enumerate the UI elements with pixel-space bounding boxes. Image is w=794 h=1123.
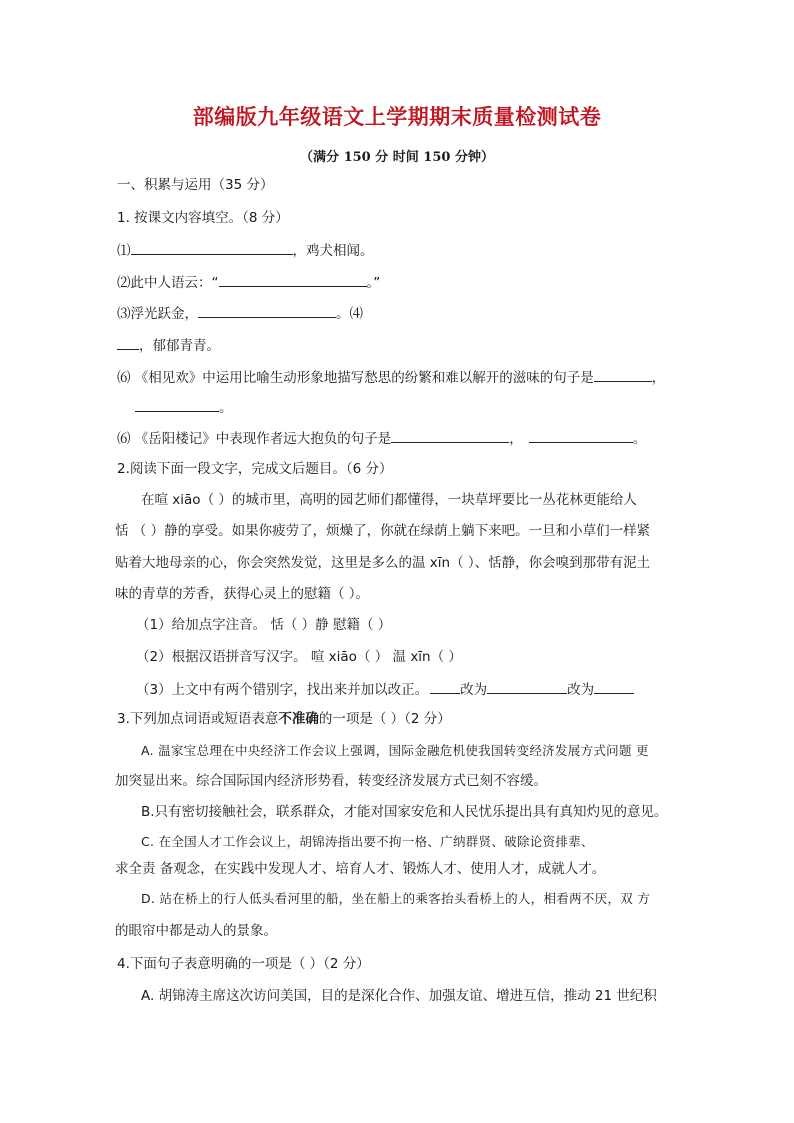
answer-blank[interactable] <box>219 272 367 287</box>
q1-item-4 <box>117 335 220 355</box>
q3-stem-emphasis: 不准确 <box>278 711 319 727</box>
q1-item-2-tail: 。” <box>366 275 381 291</box>
answer-blank[interactable] <box>529 428 633 443</box>
q1-item-3-head: ⑶浮光跃金， <box>117 306 198 322</box>
q1-item-5-cont <box>135 397 233 417</box>
q2-subquestion-1: （1）给加点字注音。 恬（ ）静 慰籍（ ） <box>136 617 392 633</box>
q1-item-6-mid: ， <box>509 431 523 447</box>
q1-item-4-tail: ，郁郁青青。 <box>139 338 220 354</box>
answer-blank[interactable] <box>594 367 652 382</box>
q1-item-5-head: ⑹ 《相见欢》中运用比喻生动形象地描写愁思的纷繁和难以解开的滋味的句子是 <box>117 370 594 386</box>
q3-option-c-cont: 求全责 备观念，在实践中发现人才、培育人才、锻炼人才、使用人才，成就人才。 <box>115 861 606 877</box>
exam-info: （满分 150 分 时间 150 分钟） <box>300 150 494 165</box>
q1-item-5-mid: ， <box>651 370 666 386</box>
q2-subquestion-3-mid2: 改为 <box>567 682 595 698</box>
q1-item-5 <box>117 367 665 387</box>
q1-item-1-num: ⑴ <box>117 243 131 259</box>
q3-option-a-cont: 加突显出来。综合国际国内经济形势看，转变经济发展方式已刻不容缓。 <box>115 773 547 789</box>
answer-blank[interactable] <box>135 397 219 412</box>
q1-item-1-tail: ，鸡犬相闻。 <box>292 243 374 259</box>
q3-option-a: A. 温家宝总理在中央经济工作会议上强调，国际金融危机使我国转变经济发展方式问题 更 <box>141 743 649 758</box>
section-heading: 一、积累与运用（35 分） <box>117 177 274 193</box>
page-title: 部编版九年级语文上学期期末质量检测试卷 <box>192 104 602 129</box>
passage-line: 贴着大地母亲的心，你会突然发觉，这里是多么的温 xīn（ ）、恬静，你会嗅到那带有泥土 <box>115 555 651 571</box>
q3-stem-a: 3.下列加点词语或短语表意 <box>117 711 279 727</box>
q2-subquestion-3-head: （3）上文中有两个错别字，找出来并加以改正。 <box>136 682 429 698</box>
q3-stem-c: 的一项是（ ）（2 分） <box>318 711 451 727</box>
q1-item-3 <box>117 303 363 323</box>
q1-item-6 <box>117 428 646 448</box>
q3-option-d: D. 站在桥上的行人低头看河里的船，坐在船上的乘客抬头看桥上的人，相看两不厌，双 方 <box>141 891 651 906</box>
question-3-stem <box>117 710 451 728</box>
q1-item-5-end: 。 <box>219 400 233 416</box>
answer-blank[interactable] <box>391 428 509 443</box>
q3-option-b: B.只有密切接触社会，联系群众，才能对国家安危和人民忧乐提出具有真知灼见的意见。 <box>141 804 668 820</box>
q2-subquestion-3-mid1: 改为 <box>460 682 488 698</box>
q2-subquestion-3 <box>136 679 634 699</box>
q1-item-6-head: ⑹ 《岳阳楼记》中表现作者远大抱负的句子是 <box>117 431 392 447</box>
answer-blank[interactable] <box>131 240 293 255</box>
q3-option-d-cont: 的眼帘中都是动人的景象。 <box>115 923 277 939</box>
answer-blank[interactable] <box>430 679 460 694</box>
q1-item-2-head: ⑵此中人语云：“ <box>117 275 219 291</box>
q1-item-1 <box>117 240 374 260</box>
q4-option-a: A. 胡锦涛主席这次访问美国，目的是深化合作、加强友谊、增进互信，推动 21 世纪积 <box>141 988 657 1004</box>
passage-line: 味的青草的芳香，获得心灵上的慰籍（ ）。 <box>115 586 370 602</box>
question-1-stem: 1. 按课文内容填空。（8 分） <box>117 210 289 226</box>
question-2-stem: 2.阅读下面一段文字，完成文后题目。（6 分） <box>117 461 393 477</box>
answer-blank[interactable] <box>487 679 567 694</box>
q1-item-2 <box>117 272 380 292</box>
q3-option-c: C. 在全国人才工作会议上，胡锦涛指出要不拘一格、广纳群贤、破除论资排辈、 <box>141 834 594 849</box>
answer-blank[interactable] <box>594 679 634 694</box>
q2-subquestion-2: （2）根据汉语拼音写汉字。 喧 xiāo（ ） 温 xīn（ ） <box>136 649 462 665</box>
q1-item-3-tail: 。⑷ <box>336 306 363 322</box>
passage-line: 恬 （ ）静的享受。如果你疲劳了，烦燥了，你就在绿荫上躺下来吧。一旦和小草们一样紧 <box>115 523 651 539</box>
question-4-stem: 4.下面句子表意明确的一项是（ ）（2 分） <box>117 956 370 972</box>
answer-blank[interactable] <box>117 335 139 350</box>
answer-blank[interactable] <box>198 303 336 318</box>
q1-item-6-end: 。 <box>632 431 647 447</box>
passage-line: 在喧 xiāo（ ）的城市里，高明的园艺师们都懂得，一块草坪要比一丛花林更能给人 <box>141 492 637 508</box>
